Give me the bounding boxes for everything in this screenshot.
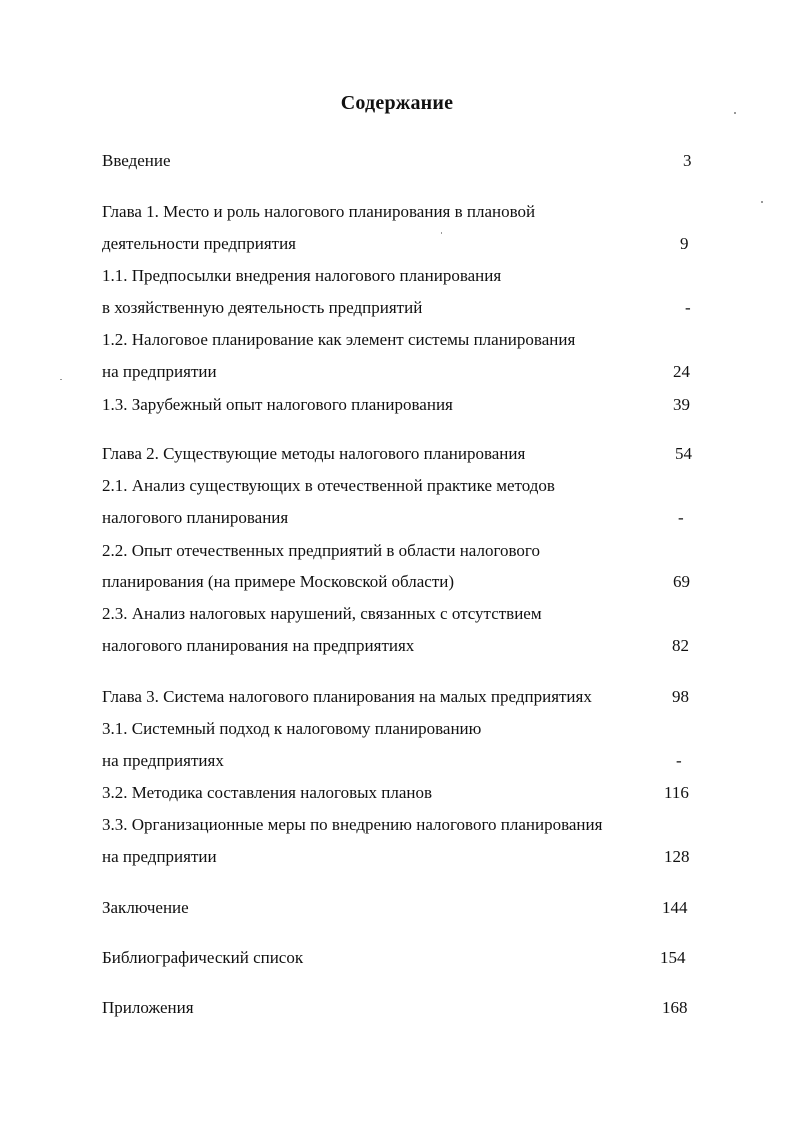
toc-ch2-s1-line1: 2.1. Анализ существующих в отечественной практике методов [102,476,555,495]
toc-conclusion-title: Заключение [102,898,189,917]
toc-ch3-s1-line2: на предприятиях [102,751,224,770]
toc-ch2-s1-page: - [678,508,684,527]
toc-ch2-page: 54 [675,444,692,463]
scan-speck [441,232,442,234]
toc-bibliography-page: 154 [660,948,686,967]
toc-appendices-title: Приложения [102,998,194,1017]
toc-ch2-s2-line2: планирования (на примере Московской области) [102,572,455,591]
scan-speck [60,379,62,380]
toc-ch1-s3-page: 39 [673,395,690,414]
toc-ch3-s2-page: 116 [664,783,689,802]
toc-ch3-s3-line1: 3.3. Организационные меры по внедрению налогового планирования [102,815,603,834]
toc-ch2-s1-line2: налогового планирования [102,508,289,527]
toc-ch1-s3-title: 1.3. Зарубежный опыт налогового планирования [102,395,453,414]
scan-speck [734,112,736,114]
toc-bibliography-title: Библиографический список [102,948,304,967]
toc-ch1-s1-page: - [685,298,691,317]
toc-conclusion-page: 144 [662,898,688,917]
toc-ch3-s3-line2: на предприятии [102,847,217,866]
toc-ch2-title: Глава 2. Существующие методы налогового планирования [102,444,526,463]
toc-ch3-s1-page: - [676,751,682,770]
toc-intro-title: Введение [102,151,171,170]
toc-ch2-s2-page: 69 [673,572,690,591]
toc-ch1-page: 9 [680,234,689,253]
toc-ch3-s2-title: 3.2. Методика составления налоговых планов [102,783,433,802]
toc-ch1-s1-line1: 1.1. Предпосылки внедрения налогового планирования [102,266,502,285]
toc-ch3-s1-line1: 3.1. Системный подход к налоговому планированию [102,719,482,738]
toc-ch1-s1-line2: в хозяйственную деятельность предприятий [102,298,423,317]
toc-ch3-title: Глава 3. Система налогового планирования на малых предприятиях [102,687,592,706]
toc-ch2-s3-line1: 2.3. Анализ налоговых нарушений, связанных с отсутствием [102,604,542,623]
toc-ch1-s2-line2: на предприятии [102,362,217,381]
toc-intro-page: 3 [683,151,692,170]
scan-speck [761,201,763,203]
toc-ch1-title-line2: деятельности предприятия [102,234,296,253]
toc-ch2-s3-line2: налогового планирования на предприятиях [102,636,415,655]
toc-ch1-title-line1: Глава 1. Место и роль налогового планирования в плановой [102,202,536,221]
toc-ch2-s2-line1: 2.2. Опыт отечественных предприятий в области налогового [102,541,540,560]
toc-appendices-page: 168 [662,998,688,1017]
page-title: Содержание [340,92,454,114]
toc-ch1-s2-page: 24 [673,362,690,381]
toc-ch2-s3-page: 82 [672,636,689,655]
toc-ch1-s2-line1: 1.2. Налоговое планирование как элемент системы планирования [102,330,576,349]
toc-ch3-s3-page: 128 [664,847,690,866]
toc-ch3-page: 98 [672,687,689,706]
